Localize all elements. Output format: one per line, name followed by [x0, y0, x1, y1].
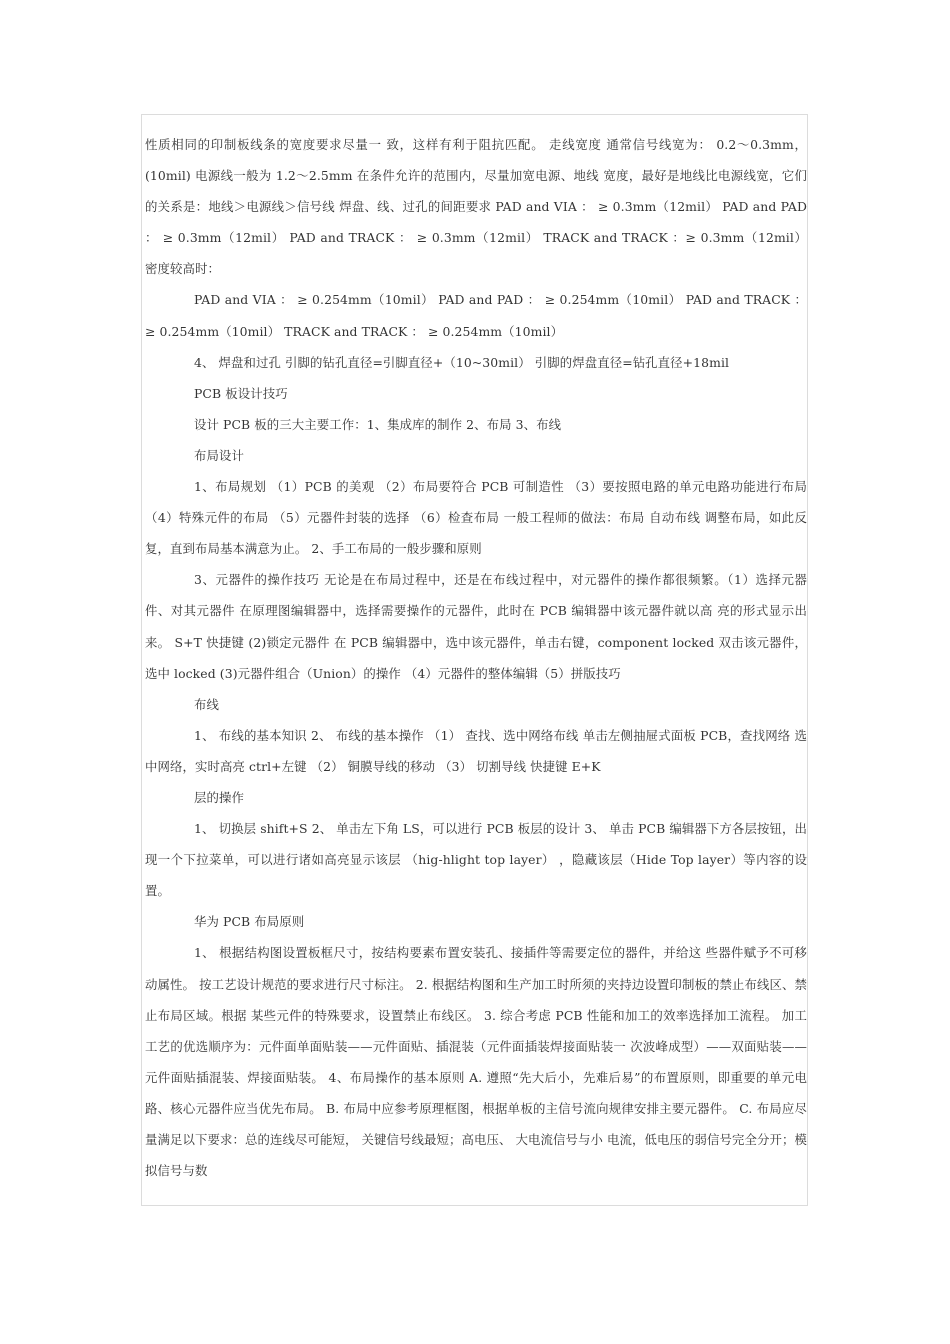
document-body [145, 129, 807, 1186]
heading-pcb-design-tips: PCB 板设计技巧 [194, 385, 288, 401]
paragraph-three-main-tasks: 设计 PCB 板的三大主要工作：1、集成库的制作 2、布局 3、布线 [194, 416, 562, 432]
heading-layer-operations: 层的操作 [194, 789, 244, 805]
paragraph-trace-width: 性质相同的印制板线条的宽度要求尽量一 致，这样有利于阻抗匹配。 走线宽度 通常信号线宽为： 0.2～0.3mm，(10mil) 电源线一般为 1.2～2.5mm 在条件允许的范围内，尽量加宽电源、地线 宽度，最好是地线比电源线宽，它们的关系是：地线＞电源线＞信号线 焊盘、线、过孔的间距要求 PAD and VIA ： ≥ 0.3mm（12mil） PAD and PAD ： ≥ 0.3mm（12mil） PAD and TRACK ： ≥ 0.3mm（12mil） TRACK and TRACK ：≥ 0.3mm（12mil） 密度较高时： [145, 137, 807, 277]
paragraph-high-density-spacing: PAD and VIA ： ≥ 0.254mm（10mil） PAD and PAD ： ≥ 0.254mm（10mil） PAD and TRACK ：≥ 0.254mm（10mil） TRACK and TRACK ： ≥ 0.254mm（10mil） [145, 292, 807, 339]
heading-huawei-layout-principles: 华为 PCB 布局原则 [194, 914, 305, 930]
heading-layout-design: 布局设计 [194, 447, 244, 463]
paragraph-component-operations: 3、元器件的操作技巧 无论是在布局过程中，还是在布线过程中，对元器件的操作都很频繁。（1）选择元器件、对其元器件 在原理图编辑器中，选择需要操作的元器件，此时在 PCB 编辑器中该元器件就以高 亮的形式显示出来。 S+T 快捷键 (2)锁定元器件 在 PCB 编辑器中，选中该元器件，单击右键，component locked 双击该元器件，选中 locked (3)元器件组合（Union）的操作 （4）元器件的整体编辑（5）拼版技巧 [145, 572, 807, 681]
page-frame [141, 114, 808, 1206]
paragraph-huawei-layout-principles: 1、 根据结构图设置板框尺寸，按结构要素布置安装孔、接插件等需要定位的器件，并给这 些器件赋予不可移动属性。 按工艺设计规范的要求进行尺寸标注。 2. 根据结构图和生产加工时所须的夹持边设置印制板的禁止布线区、禁止布局区域。根据 某些元件的特殊要求，设置禁止布线区。 3. 综合考虑 PCB 性能和加工的效率选择加工流程。 加工工艺的优选顺序为：元件面单面贴装——元件面贴、插混装（元件面插装焊接面贴装一 次波峰成型）——双面贴装——元件面贴插混装、焊接面贴装。 4、布局操作的基本原则 A. 遵照“先大后小，先难后易”的布置原则，即重要的单元电路、核心元器件应当优先布局。 B. 布局中应参考原理框图，根据单板的主信号流向规律安排主要元器件。 C. 布局应尽量满足以下要求：总的连线尽可能短， 关键信号线最短；高电压、 大电流信号与小 电流，低电压的弱信号完全分开；模拟信号与数 [145, 945, 807, 1179]
paragraph-layout-planning: 1、布局规划 （1）PCB 的美观 （2）布局要符合 PCB 可制造性 （3）要按照电路的单元电路功能进行布局 （4）特殊元件的布局 （5）元器件封装的选择 （6）检查布局 一般工程师的做法：布局 自动布线 调整布局，如此反复，直到布局基本满意为止。 2、手工布局的一般步骤和原则 [145, 479, 807, 557]
paragraph-routing-basics: 1、 布线的基本知识 2、 布线的基本操作 （1） 查找、选中网络布线 单击左侧抽屉式面板 PCB，查找网络 选中网络，实时高亮 ctrl+左键 （2） 铜膜导线的移动 （3） 切割导线 快捷键 E+K [145, 727, 807, 774]
paragraph-layer-operations: 1、 切换层 shift+S 2、 单击左下角 LS，可以进行 PCB 板层的设计 3、 单击 PCB 编辑器下方各层按钮，出现一个下拉菜单，可以进行诸如高亮显示该层 （hig-hlight top layer） ，隐藏该层（Hide Top layer）等内容的设置。 [145, 821, 807, 899]
paragraph-pad-and-via: 4、 焊盘和过孔 引脚的钻孔直径=引脚直径+（10~30mil） 引脚的焊盘直径=钻孔直径+18mil [194, 354, 730, 370]
heading-routing: 布线 [194, 696, 219, 712]
